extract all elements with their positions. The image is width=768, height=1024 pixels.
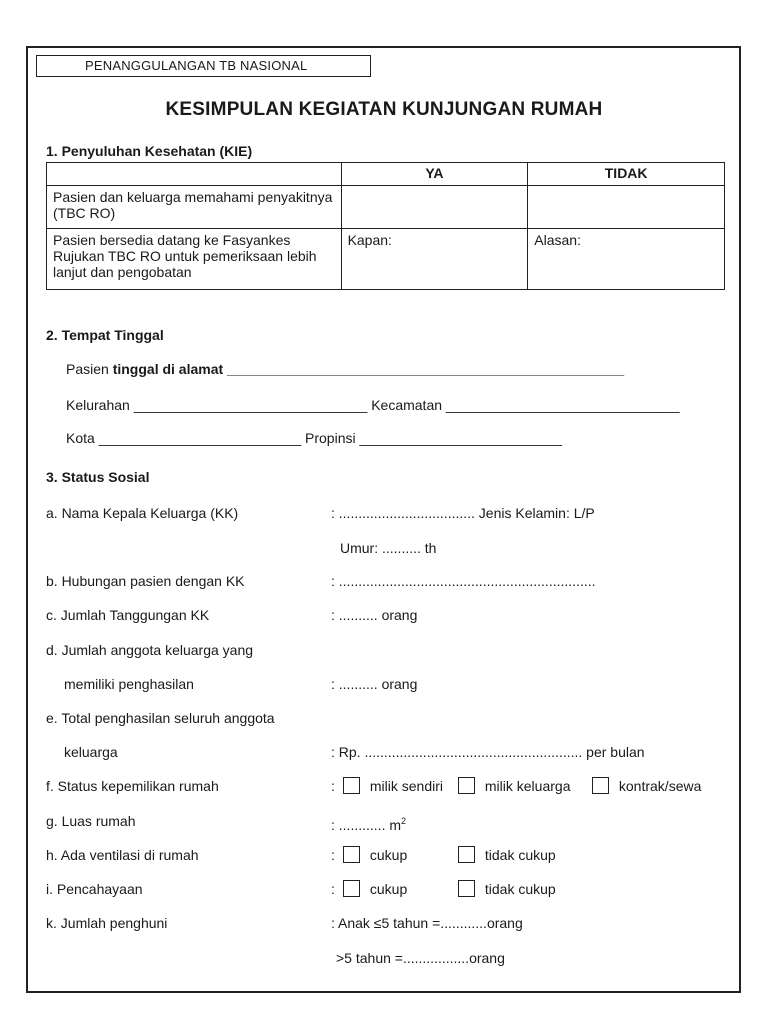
house-area-field[interactable]: : ............ $m^2$ xyxy=(331,816,407,833)
ownership-colon: : xyxy=(331,778,335,794)
occupants-adults-field[interactable]: >5 tahun =.................orang xyxy=(336,950,505,966)
table-row xyxy=(47,186,725,229)
list-item xyxy=(46,776,768,796)
kie-row1-ya-cell[interactable] xyxy=(341,186,528,229)
dependents-label: c. Jumlah Tanggungan KK xyxy=(46,607,210,623)
relation-label: b. Hubungan pasien dengan KK xyxy=(46,573,245,589)
ventilation-option-cukup[interactable]: cukup xyxy=(343,845,407,865)
list-item xyxy=(46,640,768,660)
lighting-option-cukup[interactable]: cukup xyxy=(343,879,407,899)
income-label-cont: keluarga xyxy=(64,744,118,760)
house-area-label: g. Luas rumah xyxy=(46,813,136,829)
lighting-option-tidak-cukup[interactable]: tidak cukup xyxy=(458,879,556,899)
kie-row2-question: Pasien bersedia datang ke Fasyankes Rujukan TBC RO untuk pemeriksaan lebih lanjut dan pengobatan xyxy=(47,229,342,290)
ventilation-label: h. Ada ventilasi di rumah xyxy=(46,847,199,863)
income-label: e. Total penghasilan seluruh anggota xyxy=(46,710,275,726)
list-item xyxy=(46,708,768,728)
checkbox-icon[interactable] xyxy=(343,777,360,794)
lighting-label: i. Pencahayaan xyxy=(46,881,143,897)
checkbox-icon[interactable] xyxy=(592,777,609,794)
kelurahan-kecamatan-line[interactable]: Kelurahan ______________________________ Kecamatan ______________________________ xyxy=(66,397,680,413)
table-row xyxy=(47,229,725,290)
document-title: KESIMPULAN KEGIATAN KUNJUNGAN RUMAH xyxy=(165,99,603,120)
ventilation-option-tidak-cukup[interactable]: tidak cukup xyxy=(458,845,556,865)
kie-table-header-row xyxy=(47,163,725,186)
income-field[interactable]: : Rp. ........................................................ per bulan xyxy=(331,744,645,760)
kie-row2-tidak-cell[interactable]: Alasan: xyxy=(528,229,725,290)
earners-label: d. Jumlah anggota keluarga yang xyxy=(46,642,254,658)
kie-row1-question: Pasien dan keluarga memahami penyakitnya (TBC RO) xyxy=(47,186,342,229)
ownership-option-sendiri[interactable]: milik sendiri xyxy=(343,776,443,796)
ownership-option-keluarga[interactable]: milik keluarga xyxy=(458,776,570,796)
ownership-label: f. Status kepemilikan rumah xyxy=(46,778,219,794)
list-item xyxy=(46,605,768,625)
checkbox-icon[interactable] xyxy=(458,846,475,863)
list-item xyxy=(46,503,768,523)
list-item xyxy=(46,879,768,899)
relation-field[interactable]: : .................................................................. xyxy=(331,573,596,589)
address-field[interactable]: tinggal di alamat ___________________________________________________ xyxy=(112,361,625,377)
kie-header-ya: YA xyxy=(341,163,528,186)
section2-heading: 2. Tempat Tinggal xyxy=(46,327,164,343)
kie-table xyxy=(46,162,725,290)
earners-field[interactable]: : .......... orang xyxy=(331,676,418,692)
occupants-children-field[interactable]: : Anak ≤5 tahun =............orang xyxy=(331,915,523,931)
kie-header-tidak: TIDAK xyxy=(528,163,725,186)
section1-heading: 1. Penyuluhan Kesehatan (KIE) xyxy=(46,143,253,159)
kie-row2-ya-cell[interactable]: Kapan: xyxy=(341,229,528,290)
kk-name-label: a. Nama Kepala Keluarga (KK) xyxy=(46,505,239,521)
ventilation-colon: : xyxy=(331,847,335,863)
dependents-field[interactable]: : .......... orang xyxy=(331,607,418,623)
kie-header-question xyxy=(47,163,342,186)
list-item xyxy=(46,571,768,591)
earners-label-cont: memiliki penghasilan xyxy=(64,676,194,692)
ownership-option-kontrak[interactable]: kontrak/sewa xyxy=(592,776,701,796)
list-item xyxy=(46,742,768,762)
list-item xyxy=(46,913,768,933)
kk-age-field[interactable]: Umur: .......... th xyxy=(340,540,437,556)
lighting-colon: : xyxy=(331,881,335,897)
list-item xyxy=(46,674,768,694)
list-item xyxy=(46,845,768,865)
address-line[interactable] xyxy=(66,361,624,377)
checkbox-icon[interactable] xyxy=(343,880,360,897)
program-header-box xyxy=(36,55,371,77)
list-item xyxy=(46,538,768,558)
area-unit-superscript: 2 xyxy=(401,816,407,826)
kk-name-field[interactable]: : ................................... Jenis Kelamin: L/P xyxy=(331,505,595,521)
program-header-text: PENANGGULANGAN TB NASIONAL xyxy=(85,58,308,73)
kota-propinsi-line[interactable]: Kota __________________________ Propinsi __________________________ xyxy=(66,430,562,446)
list-item xyxy=(46,948,768,968)
kie-row1-tidak-cell[interactable] xyxy=(528,186,725,229)
checkbox-icon[interactable] xyxy=(343,846,360,863)
list-item xyxy=(46,811,768,831)
address-prefix: Pasien xyxy=(66,361,113,377)
checkbox-icon[interactable] xyxy=(458,777,475,794)
checkbox-icon[interactable] xyxy=(458,880,475,897)
section3-heading: 3. Status Sosial xyxy=(46,469,150,485)
occupants-label: k. Jumlah penghuni xyxy=(46,915,168,931)
